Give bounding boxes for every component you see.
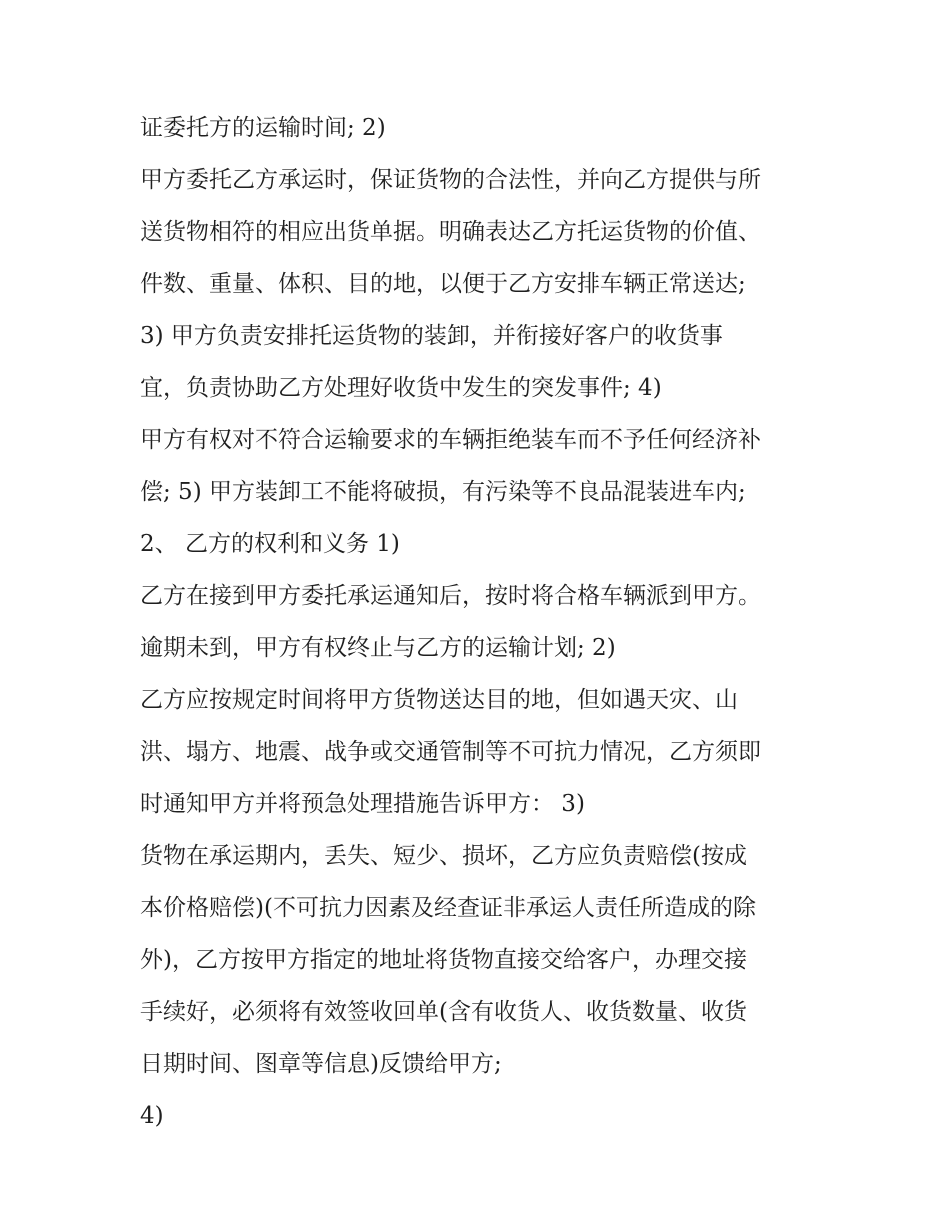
text-line: 乙方应按规定时间将甲方货物送达目的地，但如遇天灾、山: [140, 687, 738, 713]
text-line: 时通知甲方并将预急处理措施告诉甲方： 3): [140, 791, 585, 817]
section-heading: 2、 乙方的权利和义务 1): [140, 531, 400, 557]
text-line: 本价格赔偿)(不可抗力因素及经查证非承运人责任所造成的除: [140, 895, 756, 921]
text-line: 件数、重量、体积、目的地，以便于乙方安排车辆正常送达;: [140, 271, 746, 297]
text-line: 送货物相符的相应出货单据。明确表达乙方托运货物的价值、: [140, 219, 761, 245]
text-line: 甲方有权对不符合运输要求的车辆拒绝装车而不予任何经济补: [140, 427, 761, 453]
text-line: 货物在承运期内，丢失、短少、损坏，乙方应负责赔偿(按成: [140, 843, 747, 869]
text-line: 乙方在接到甲方委托承运通知后，按时将合格车辆派到甲方。: [140, 583, 761, 609]
text-line: 甲方委托乙方承运时，保证货物的合法性，并向乙方提供与所: [140, 167, 761, 193]
text-line: 4): [140, 1103, 164, 1129]
text-line: 洪、塌方、地震、战争或交通管制等不可抗力情况，乙方须即: [140, 739, 761, 765]
document-body: [140, 102, 820, 1142]
text-line: 证委托方的运输时间; 2): [140, 115, 386, 141]
text-line: 外)，乙方按甲方指定的地址将货物直接交给客户，办理交接: [140, 947, 747, 973]
text-line: 日期时间、图章等信息)反馈给甲方;: [140, 1051, 502, 1077]
text-line: 宜，负责协助乙方处理好收货中发生的突发事件; 4): [140, 375, 662, 401]
text-line: 偿; 5) 甲方装卸工不能将破损，有污染等不良品混装进车内;: [140, 479, 746, 505]
text-line: 3) 甲方负责安排托运货物的装卸，并衔接好客户的收货事: [140, 323, 723, 349]
text-line: 逾期未到，甲方有权终止与乙方的运输计划; 2): [140, 635, 616, 661]
text-line: 手续好，必须将有效签收回单(含有收货人、收货数量、收货: [140, 999, 747, 1025]
